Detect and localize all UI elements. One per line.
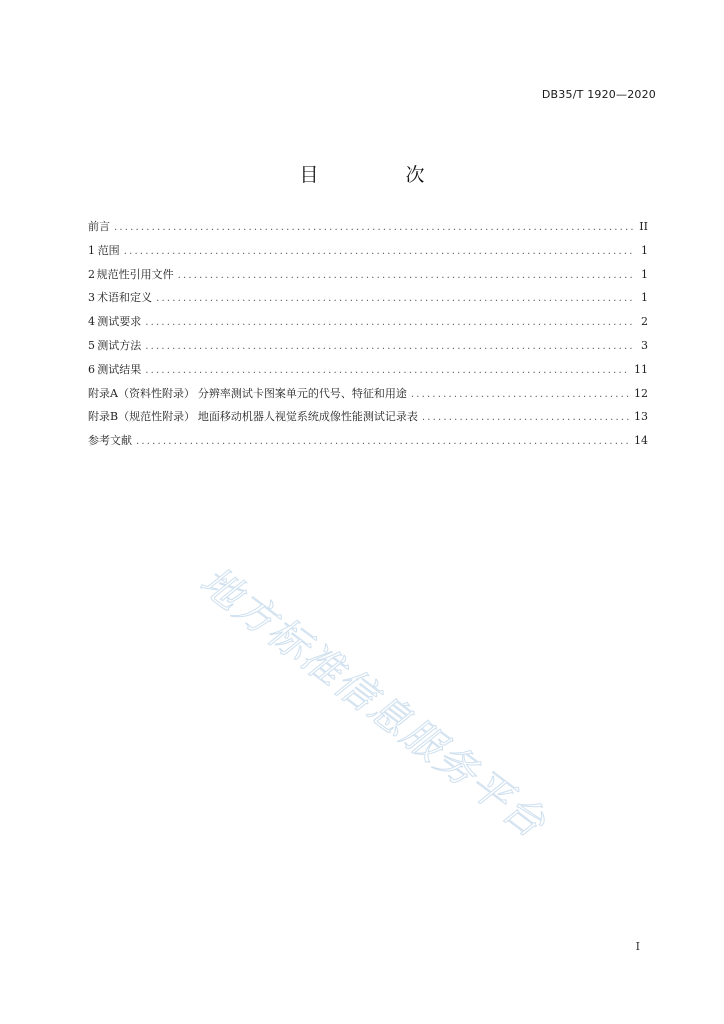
- toc-entry-appendix-a[interactable]: [88, 387, 648, 411]
- toc-entry-page: 14: [634, 434, 648, 448]
- toc-leader-dots: [145, 364, 630, 378]
- toc-entry-sublabel: 地面移动机器人视觉系统成像性能测试记录表: [197, 410, 418, 424]
- toc-entry-sublabel: 分辨率测试卡图案单元的代号、特征和用途: [197, 386, 407, 400]
- toc-entry-label: 参考文献: [88, 434, 132, 448]
- toc-entry-page: 3: [641, 338, 648, 352]
- toc-leader-dots: [178, 269, 634, 283]
- toc-entry-page: 12: [634, 386, 648, 400]
- toc-entry-number: 2: [88, 267, 95, 281]
- toc-entry-number: 4: [88, 315, 95, 329]
- toc-entry-label: 术语和定义: [97, 291, 153, 305]
- toc-entry-test-methods[interactable]: [88, 339, 648, 363]
- toc-entry-page: 13: [634, 410, 648, 424]
- toc-leader-dots: [145, 340, 634, 354]
- toc-entry-label: 测试结果: [97, 362, 142, 376]
- toc-entry-test-requirements[interactable]: [88, 315, 648, 339]
- toc-entry-label: 测试要求: [97, 315, 142, 329]
- toc-entry-terms-definitions[interactable]: [88, 291, 648, 315]
- page-number: I: [635, 940, 640, 953]
- document-code: DB35/T 1920—2020: [541, 88, 656, 101]
- toc-entry-label: 规范性引用文件: [96, 267, 174, 281]
- toc-leader-dots: [114, 221, 634, 235]
- toc-leader-dots: [422, 411, 630, 425]
- toc-entry-label: 附录B（规范性附录）: [88, 410, 196, 424]
- toc-leader-dots: [411, 388, 630, 402]
- toc-entry-appendix-b[interactable]: [88, 410, 648, 434]
- toc-entry-normative-references[interactable]: [88, 268, 648, 292]
- toc-entry-bibliography[interactable]: [88, 434, 648, 458]
- toc-entry-page: 1: [641, 243, 648, 257]
- toc-entry-page: 2: [641, 315, 648, 329]
- toc-entry-foreword[interactable]: [88, 220, 648, 244]
- toc-entry-scope[interactable]: [88, 244, 648, 268]
- toc-entry-label: 范围: [97, 243, 120, 257]
- toc-leader-dots: [156, 292, 634, 306]
- toc-entry-page: II: [639, 220, 648, 233]
- toc-entry-page: 11: [634, 362, 648, 376]
- toc-entry-label: 测试方法: [97, 338, 142, 352]
- toc-leader-dots: [124, 245, 634, 259]
- toc-entry-number: 3: [88, 291, 95, 305]
- toc-entry-number: 5: [88, 338, 95, 352]
- toc-entry-label: 附录A（资料性附录）: [88, 386, 195, 400]
- toc-entry-number: 1: [88, 243, 95, 257]
- table-of-contents: [88, 220, 648, 458]
- toc-entry-test-results[interactable]: [88, 363, 648, 387]
- toc-entry-page: 1: [641, 267, 648, 281]
- toc-leader-dots: [145, 316, 634, 330]
- watermark: 地方标准信息服务平台: [191, 558, 555, 848]
- toc-entry-label: 前言: [88, 220, 110, 233]
- toc-title: 目 次: [299, 164, 459, 186]
- toc-entry-number: 6: [88, 362, 95, 376]
- toc-leader-dots: [136, 435, 630, 449]
- toc-entry-page: 1: [641, 291, 648, 305]
